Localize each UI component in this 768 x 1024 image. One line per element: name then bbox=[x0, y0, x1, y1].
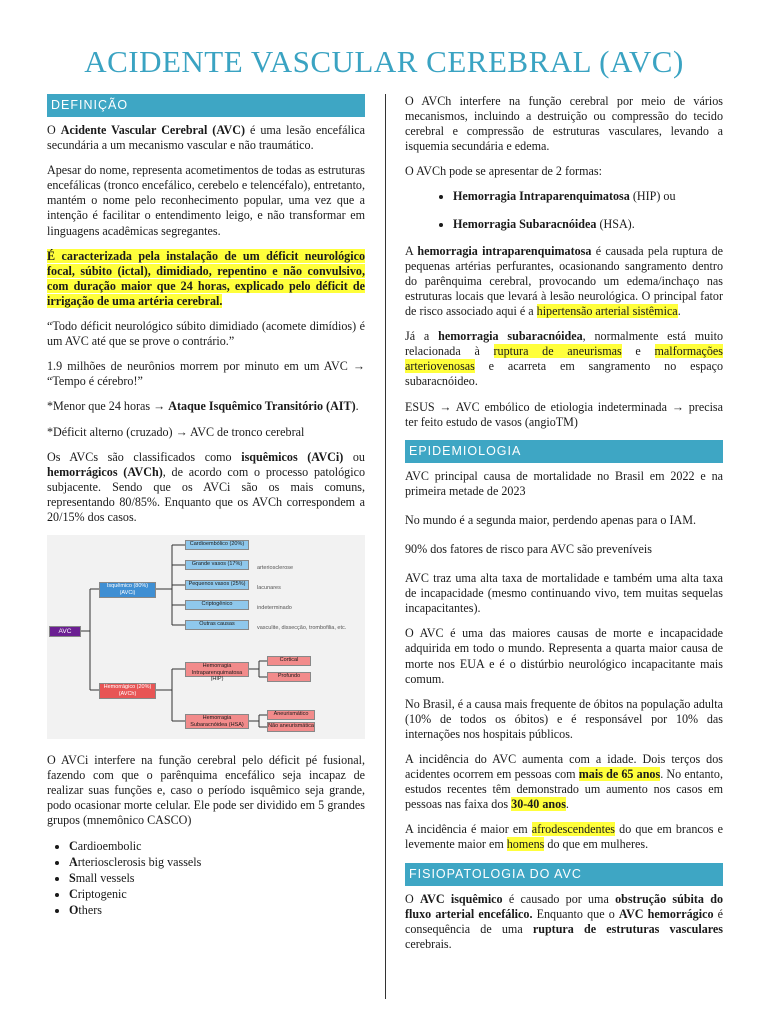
avc-classification-diagram bbox=[47, 535, 365, 739]
diagram-node-criptogenico: Criptogênico bbox=[185, 600, 249, 610]
diagram-node-avc: AVC bbox=[49, 626, 81, 637]
paragraph-fisio-1: O AVC isquêmico é causado por uma obstrução súbita do fluxo arterial encefálico. Enquanto que o AVC hemorrágico é consequência de uma ruptura de estruturas vasculares cerebrais. bbox=[405, 891, 724, 951]
paragraph-avci: O AVCi interfere na função cerebral pelo déficit pé fusional, fazendo com que o parênquima encefálico seja incapaz de realizar suas funções e, caso o período isquêmico seja grande, podo ocasionar morte celular. Ele pode ser dividido em 5 grandes grupos (mnemônico CASCO) bbox=[47, 753, 365, 828]
diagram-node-grandes-vasos: Grande vasos (17%) bbox=[185, 560, 249, 570]
section-header-definicao: DEFINIÇÃO bbox=[47, 94, 365, 117]
paragraph-deficit-alterno: *Déficit alterno (cruzado) → AVC de tronco cerebral bbox=[47, 424, 305, 439]
list-item: • Small vessels bbox=[69, 871, 365, 886]
paragraph-epi-1: AVC principal causa de mortalidade no Brasil em 2022 e na primeira metade de 2023 bbox=[405, 468, 723, 498]
list-item: • Hemorragia Intraparenquimatosa (HIP) ou bbox=[453, 189, 723, 204]
diagram-note-arteriosclerose: arteriosclerose bbox=[257, 565, 294, 572]
diagram-node-pequenos-vasos: Pequenos vasos (25%) bbox=[185, 580, 249, 590]
diagram-node-profundo: Profundo bbox=[267, 672, 311, 682]
diagram-node-hip: Hemorragia Intraparenquimatosa (HIP) bbox=[185, 662, 249, 677]
diagram-node-hemorragico: Hemorrágico (20%) (AVCh) bbox=[99, 683, 156, 699]
diagram-node-aneurismatico: Aneurismático bbox=[267, 710, 315, 720]
diagram-note-indeterminado: indeterminado bbox=[257, 605, 292, 612]
section-header-epidemiologia: EPIDEMIOLOGIA bbox=[405, 440, 723, 463]
paragraph-epi-5: O AVC é uma das maiores causas de morte e incapacidade adquirida em todo o mundo. Representa a quarta maior causa de morte nos EUA e é o distúrbio neurológico incapacitante mais comum. bbox=[405, 626, 723, 686]
list-item: • Others bbox=[69, 903, 365, 918]
paragraph-hsa: Já a hemorragia subaracnóidea, normalmente está muito relacionada à ruptura de aneurismas e malformações arteriovenosas e acarreta em sangramento no espaço subaracnóideo. bbox=[405, 329, 723, 389]
paragraph-quote: “Todo déficit neurológico súbito dimidiado (acomete dimídios) é um AVC até que se prove o contrário.” bbox=[47, 319, 365, 349]
paragraph-epi-4: AVC traz uma alta taxa de mortalidade e também uma alta taxa de incapacidade (mesmo continuando vivo, tem muitas sequelas incapacitantes). bbox=[405, 571, 723, 616]
diagram-node-outras-causas: Outras causas bbox=[185, 620, 249, 630]
page-title: ACIDENTE VASCULAR CEREBRAL (AVC) bbox=[84, 44, 684, 79]
diagram-node-hsa: Hemorragia Subaracnóidea (HSA) bbox=[185, 714, 249, 729]
section-header-fisiopatologia: FISIOPATOLOGIA DO AVC bbox=[405, 863, 723, 886]
paragraph-neurons: 1.9 milhões de neurônios morrem por minuto em um AVC → “Tempo é cérebro!” bbox=[47, 359, 365, 389]
diagram-node-isquemico: Isquêmico (80%) (AVCi) bbox=[99, 582, 156, 598]
paragraph-epi-6: No Brasil, é a causa mais frequente de óbitos na população adulta (10% de todos os óbitos) e é responsável por 10% das internações nos hospitais públicos. bbox=[405, 696, 723, 741]
paragraph-characterization: É caracterizada pela instalação de um déficit neurológico focal, súbito (ictal), dimidiado, repentino e não convulsivo, com duração maior que 24 horas, explicado pelo déficit de irrigação de uma artéria cerebral. bbox=[47, 248, 365, 308]
diagram-node-cardioembolico: Cardioembólico (20%) bbox=[185, 540, 249, 550]
diagram-node-nao-aneurismatica: Não aneurismática bbox=[267, 722, 315, 732]
casco-list bbox=[47, 839, 365, 918]
paragraph-name-explanation: Apesar do nome, representa acometimentos de todas as estruturas encefálicas (tronco encefálico, cerebelo e telencéfalo), entretanto, mantém o nome pelo reconhecimento popular, uma vez que a intenção é facilitar o entendimento leigo, e não transformar em linguagens acadêmicas segregantes. bbox=[47, 163, 365, 238]
right-column bbox=[405, 94, 723, 962]
paragraph-hip: A hemorragia intraparenquimatosa é causada pela ruptura de pequenas artérias perfurantes, ocasionando sangramento dentro do parênquima cerebral, provocando um edema/inchaço nas estruturas locais que levará à lesão neurológica. O principal fator de risco associado aqui é a hipertensão arterial sistêmica. bbox=[405, 243, 723, 319]
diagram-note-outras: vasculite, dissecção, trombofilia, etc. bbox=[257, 625, 347, 632]
column-divider bbox=[385, 94, 386, 999]
paragraph-epi-8: A incidência é maior em afrodescendentes do que em brancos e levemente maior em homens do que em mulheres. bbox=[405, 822, 723, 852]
list-item: • Hemorragia Subaracnóidea (HSA). bbox=[453, 217, 723, 232]
left-column bbox=[47, 94, 365, 928]
diagram-node-cortical: Cortical bbox=[267, 656, 311, 666]
list-item: • Cardioembolic bbox=[69, 839, 365, 854]
paragraph-classification: Os AVCs são classificados como isquêmicos (AVCi) ou hemorrágicos (AVCh), de acordo com o processo patológico subjacente. Sendo que os AVCi são os mais comuns, representando 80/85%. Enquanto que os AVCh correspondem a 20/15% dos casos. bbox=[47, 449, 365, 524]
diagram-note-lacunares: lacunares bbox=[257, 585, 281, 592]
paragraph-avch-forms: O AVCh pode se apresentar de 2 formas: bbox=[405, 164, 602, 179]
paragraph-avch: O AVCh interfere na função cerebral por meio de vários mecanismos, incluindo a destruição ou compressão do tecido cerebral e compressão de estruturas vasculares, levando a isquemia secundária e edema. bbox=[405, 94, 723, 154]
paragraph-esus: ESUS → AVC embólico de etiologia indeterminada → precisa ter feito estudo de vasos (angioTM) bbox=[405, 399, 723, 429]
list-item: • Arteriosclerosis big vassels bbox=[69, 855, 365, 870]
paragraph-definition: O Acidente Vascular Cerebral (AVC) é uma lesão encefálica secundária a um mecanismo vascular e não traumático. bbox=[47, 123, 365, 153]
paragraph-epi-2: No mundo é a segunda maior, perdendo apenas para o IAM. bbox=[405, 512, 697, 527]
paragraph-ait: *Menor que 24 horas → Ataque Isquêmico Transitório (AIT). bbox=[47, 399, 359, 414]
paragraph-epi-3: 90% dos fatores de risco para AVC são preveníveis bbox=[405, 541, 652, 556]
avch-forms-list bbox=[405, 189, 723, 231]
list-item: • Criptogenic bbox=[69, 887, 365, 902]
paragraph-epi-7: A incidência do AVC aumenta com a idade. Dois terços dos acidentes ocorrem em pessoas com mais de 65 anos. No entanto, estudos recentes têm demonstrado um aumento nos casos em pessoas nas faixa dos 30-40 anos. bbox=[405, 752, 723, 812]
